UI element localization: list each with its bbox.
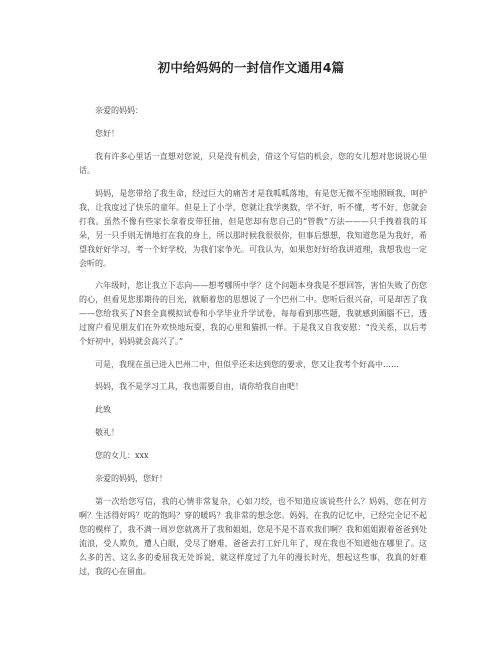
closing-zhici: 此致 [95, 405, 111, 414]
paragraph-high-school: 可是，我现在虽已进入巴州二中，但似乎还未达到您的要求，您又让我考个好高中…… [95, 359, 399, 369]
second-letter-greeting: 亲爱的妈妈，您好！ [95, 474, 167, 483]
closing-jingli: 敬礼！ [95, 428, 119, 437]
document-title: 初中给妈妈的一封信作文通用4篇 [157, 60, 345, 75]
signature-line: 您的女儿：xxx [95, 451, 149, 460]
hello-line: 您好！ [95, 129, 119, 138]
letter-body [79, 104, 427, 588]
paragraph-grade-six: 六年级时，您让我立下志向——想考哪所中学？这个问题本身我是不想回答，害怕失败了伤您的心，但看见您那期待的目光，就顺着您的思想说了一个巴州二中。您听后很兴奋，可是却苦了我——您给我买了N套全真模拟试卷和小学毕业升学试卷，每每看到那些题，我就感到頭腦不已，透过窗户看见朋友们在外欢快地玩耍，我的心里和猫抓一样。于是我又自我安慰：“没关系，以后考个好初中，妈妈就会高兴了。” [79, 281, 427, 346]
paragraph-second-letter: 第一次给您写信，我的心情非常复杂，心如刀绞，也不知道应该说些什么？妈妈，您在何方啊？生活得好吗？吃的饱吗？穿的暖吗？我非常的想念您。妈妈，在我的记忆中，已经完全记不起您的模样了，我不满一周岁您就离开了我和姐姐，您是不是不喜欢我们啊？我和姐姐跟着爸爸到处流浪，受人欺负，遭人白眼，受尽了磨难，爸爸去打工好几年了，现在我也不知道他在哪里了。这么多的苦、这么多的委屈我无处诉说，就这样度过了九年的漫长时光，想起这些事，我真的好难过，我的心在留血。 [79, 497, 427, 576]
paragraph-intro: 我有许多心里话一直想对您说，只是没有机会，借这个写信的机会，您的女儿想对您说说心里话。 [79, 152, 427, 175]
paragraph-childhood: 妈妈，是您带给了我生命，经过巨大的痛苦才是我呱呱落地，有是您无微不至地照顾我、呵护我，让我度过了快乐的童年。但是上了小学，您就让我学奥数，学不好，听不懂，考不好，您就会打我。虽然不像有些家长拿着皮带狂抽，但是您却有您自己的“管教”方法———只手拽着我的耳朵，另一只手则无情地打在我的身上，所以那时候我很很你，但事后想想，我知道您是为我好，希望我好好学习，考一个好学校，为我们家争光。可我认为，如果您好好给我讲道理，我想我也一定会听的。 [79, 188, 427, 268]
paragraph-freedom: 妈妈，我不是学习工具，我也需要自由，请你给我自由吧！ [95, 382, 303, 391]
greeting-line: 亲爱的妈妈： [95, 106, 143, 115]
